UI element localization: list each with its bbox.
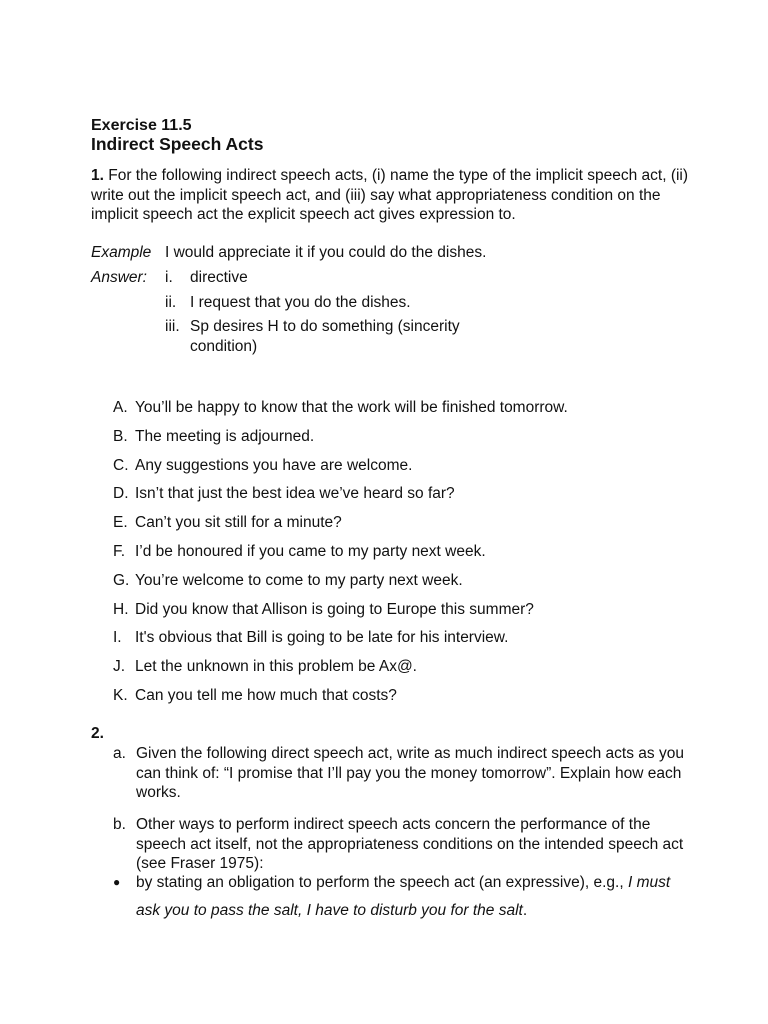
- answer-list: [165, 268, 495, 361]
- item-letter: H.: [113, 600, 129, 618]
- list-item: [113, 686, 713, 715]
- bullet-example: I must ask you to pass the salt, I have to disturb you for the salt: [136, 874, 671, 919]
- answer-number: iii.: [165, 318, 180, 335]
- answer-label: Answer:: [91, 269, 147, 286]
- example-row: [91, 243, 486, 263]
- item-letter: E.: [113, 514, 128, 532]
- item-text: Did you know that Allison is going to Europe this summer?: [135, 600, 534, 618]
- answer-item: [165, 268, 495, 288]
- question-2a: [113, 744, 693, 803]
- item-text: It's obvious that Bill is going to be late for his interview.: [135, 629, 509, 647]
- subquestion-text: Other ways to perform indirect speech acts concern the performance of the speech act itself, not the appropriateness conditions on the intended speech act (see Fraser 1975):: [136, 816, 684, 872]
- item-letter: J.: [113, 658, 126, 676]
- item-letter: B.: [113, 427, 128, 445]
- subquestion-letter: b.: [113, 816, 126, 833]
- bullet-lead: by stating an obligation to perform the speech act (an expressive), e.g.,: [136, 874, 628, 891]
- list-item: [113, 513, 713, 542]
- example-label: Example: [91, 244, 152, 261]
- answer-item: [165, 317, 495, 356]
- item-letter: D.: [113, 485, 129, 503]
- item-text: Any suggestions you have are welcome.: [135, 456, 413, 474]
- question-1-instructions: [91, 166, 691, 225]
- list-item: [113, 427, 713, 456]
- subquestion-letter: a.: [113, 745, 126, 762]
- list-item: [113, 542, 713, 571]
- list-item: [113, 657, 713, 686]
- bullet-item: [113, 873, 693, 925]
- item-text: Can you tell me how much that costs?: [135, 686, 397, 704]
- question-1-number: 1.: [91, 167, 104, 184]
- item-text: You’re welcome to come to my party next week.: [135, 571, 463, 589]
- item-text: The meeting is adjourned.: [135, 427, 315, 445]
- subquestion-text: Given the following direct speech act, write as much indirect speech acts as you can think of: “I promise that I’ll pay you the money tomorrow”. Explain how each works.: [136, 745, 684, 801]
- item-letter: G.: [113, 571, 130, 589]
- answer-number: i.: [165, 269, 173, 286]
- answer-number: ii.: [165, 293, 177, 311]
- item-letter: A.: [113, 399, 128, 416]
- item-text: Can’t you sit still for a minute?: [135, 514, 342, 532]
- item-letter: I.: [113, 629, 122, 647]
- list-item: [113, 571, 713, 600]
- list-item: [113, 484, 713, 513]
- answer-label-row: [91, 268, 165, 288]
- exercise-title: Indirect Speech Acts: [91, 134, 264, 154]
- list-item: [113, 456, 713, 485]
- bullet-end: .: [522, 902, 528, 919]
- question-1-item-list: [113, 398, 713, 715]
- list-item: [113, 628, 713, 657]
- item-letter: F.: [113, 542, 126, 560]
- exercise-number: Exercise 11.5: [91, 117, 192, 134]
- example-text: I would appreciate it if you could do the dishes.: [165, 244, 487, 261]
- answer-text: directive: [190, 269, 248, 286]
- question-2-number: 2.: [91, 725, 104, 742]
- question-2b: [113, 815, 693, 874]
- question-1-text: For the following indirect speech acts, (i) name the type of the implicit speech act, (ii) write out the implicit speech act, and (iii) say what appropriateness condition on the implicit speech act the explicit speech act gives expression to.: [91, 167, 689, 223]
- answer-text: I request that you do the dishes.: [190, 293, 411, 311]
- answer-text: Sp desires H to do something (sincerity condition): [190, 318, 460, 355]
- item-text: Let the unknown in this problem be Ax@.: [135, 658, 417, 676]
- bullet-icon: ●: [113, 875, 121, 889]
- item-letter: K.: [113, 686, 128, 704]
- list-item: [113, 398, 713, 427]
- item-letter: C.: [113, 456, 129, 474]
- bullet-text: [136, 869, 693, 925]
- item-text: Isn’t that just the best idea we’ve heard so far?: [135, 485, 455, 503]
- item-text: You’ll be happy to know that the work will be finished tomorrow.: [135, 399, 568, 416]
- item-text: I’d be honoured if you came to my party next week.: [135, 542, 486, 560]
- answer-item: [165, 293, 495, 313]
- list-item: [113, 600, 713, 629]
